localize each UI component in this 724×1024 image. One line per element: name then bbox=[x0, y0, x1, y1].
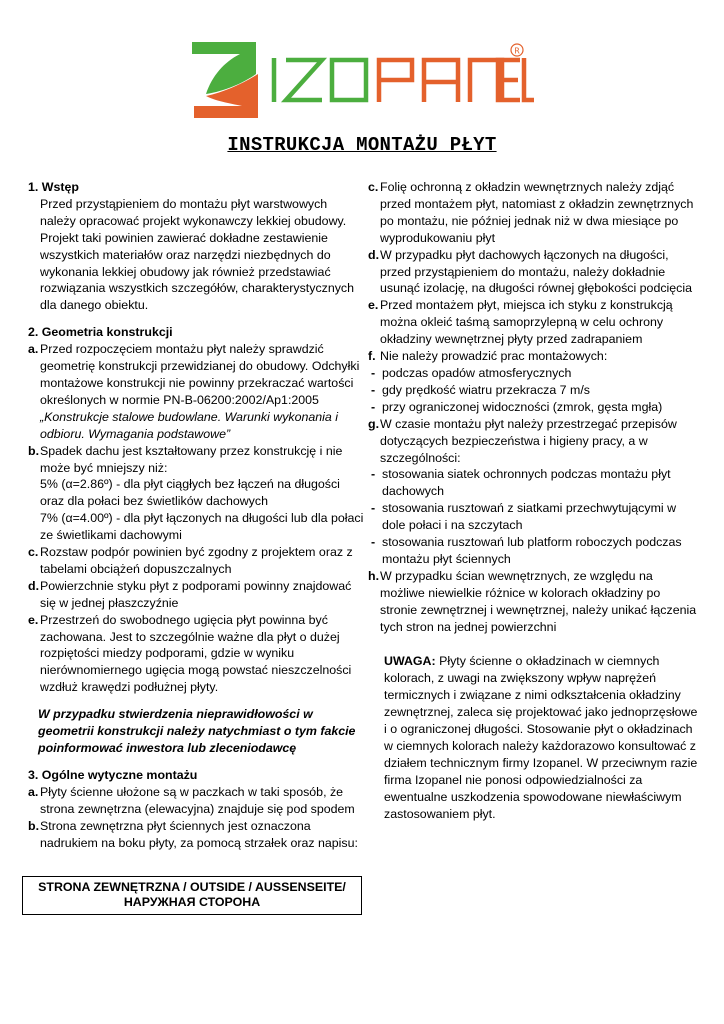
no-work-condition: - gdy prędkość wiatru przekracza 7 m/s bbox=[371, 382, 590, 397]
uwaga-text: Płyty ścienne o okładzinach w ciemnych kolorach, z uwagi na zwiększony wpływ naprężeń termicznych i związane z nimi odkształcenia okładziny zewnętrznej, zaleca się projektować jako jednoprzęsłowe i o ograniczonej długości. Stosowanie płyt o okładzinach w ciemnych kolorach należy każdorazowo konsultować z działem technicznym firmy Izopanel. W przeciwnym razie firma Izopanel nie ponosi odpowiedzialności za ewentualne uszkodzenia spowodowane niewłaściwym zastosowaniem płyt. bbox=[384, 654, 698, 821]
no-work-condition: - przy ograniczonej widoczności (zmrok, gęsta mgła) bbox=[371, 399, 663, 414]
left-column bbox=[28, 179, 364, 851]
section-3-item-f: f. Nie należy prowadzić prac montażowych: bbox=[368, 349, 608, 364]
section-3-item-b: b. Strona zewnętrzna płyt ściennych jest oznaczona nadrukiem na boku płyty, za pomocą strzałek oraz napisu: bbox=[28, 818, 358, 850]
section-3-item-e: e. Przed montażem płyt, miejsca ich styku z konstrukcją można okleić taśmą samoprzylepną w celu ochrony okładziny wewnętrznej płyty przed zadrapaniem bbox=[368, 298, 673, 347]
uwaga-note bbox=[368, 653, 700, 822]
section-1-heading: 1. Wstęp bbox=[28, 180, 79, 194]
section-2-item-c: c. Rozstaw podpór powinien być zgodny z projektem oraz z tabelami obciążeń dopuszczalnych bbox=[28, 545, 353, 576]
item-text: Powierzchnie styku płyt z podporami powinny znajdować się w jednej płaszczyźnie bbox=[40, 578, 352, 610]
section-2-item-e: e. Przestrzeń do swobodnego ugięcia płyt powinna być zachowana. Jest to szczególnie ważne dla płyt o dużej rozpiętości miedzy podporami, gdzie w wyniku nierównomiernego ugięcia mogą powstać nieszczelności wzdłuż krawędzi podłużnej płyty. bbox=[28, 612, 352, 695]
item-text: Przed rozpoczęciem montażu płyt należy sprawdzić geometrię konstrukcji przewidzianej do obudowy. Odchyłki montażowe konstrukcji nie powinny przekraczać wartości określonych w normie PN-B-06200:2002/Ap1:2005 bbox=[40, 342, 360, 407]
page-title: INSTRUKCJA MONTAŻU PŁYT bbox=[227, 134, 497, 156]
item-text: W przypadku płyt dachowych łączonych na długości, przed przystąpieniem do montażu, należy dokładnie usunąć izolację, na długości równej głębokości podcięcia bbox=[380, 247, 693, 296]
registered-mark: R bbox=[514, 46, 520, 56]
section-3-item-h: h. W przypadku ścian wewnętrznych, ze względu na możliwe niewielkie różnice w kolorach okładziny po stronie zewnętrznej i wewnętrznej, należy unikać łączenia tych stron na jednej powierzchni bbox=[368, 568, 697, 634]
right-column bbox=[368, 179, 700, 823]
safety-requirement: - stosowania siatek ochronnych podczas montażu płyt dachowych bbox=[371, 467, 671, 499]
safety-requirement: - stosowania rusztowań z siatkami przechwytującymi w dole połaci i na szczytach bbox=[371, 501, 677, 533]
outside-marking-line-2: НАРУЖНАЯ СТОРОНА bbox=[123, 895, 261, 909]
uwaga-label: UWAGA: bbox=[384, 654, 436, 669]
section-3-item-c: c. Folię ochronną z okładzin wewnętrznych należy zdjąć przed montażem płyt, natomiast z okładzin zewnętrznych po montażu, nie później jednak niż w dwa miesiące po wyprodukowaniu płyt bbox=[368, 180, 694, 245]
section-3-heading: 3. Ogólne wytyczne montażu bbox=[28, 767, 198, 782]
section-3-item-g: g. W czasie montażu płyt należy przestrzegać przepisów dotyczących bezpieczeństwa i higieny pracy, a w szczególności: bbox=[368, 416, 677, 465]
item-text: Nie należy prowadzić prac montażowych: bbox=[380, 349, 608, 364]
slope-5-percent: 5% (α=2.86º) - dla płyt ciągłych bez łączeń na długości oraz dla połaci bez świetlików dachowych bbox=[40, 477, 340, 509]
outside-marking-line-1: STRONA ZEWNĘTRZNA / OUTSIDE / AUSSENSEITE/ bbox=[38, 880, 346, 894]
section-2-item-a: a. Przed rozpoczęciem montażu płyt należy sprawdzić geometrię konstrukcji przewidzianej do obudowy. Odchyłki montażowe konstrukcji nie powinny przekraczać wartości określonych w normie PN-B-06200:2002/Ap1:2005 „Konstrukcje stalowe budowlane. Warunki wykonania i odbioru. Wymagania podstawowe” bbox=[28, 342, 360, 441]
no-work-condition: - podczas opadów atmosferycznych bbox=[371, 365, 572, 380]
item-text: Strona zewnętrzna płyt ściennych jest oznaczona nadrukiem na boku płyty, za pomocą strzałek oraz napisu: bbox=[40, 818, 358, 850]
slope-7-percent: 7% (α=4.00º) - dla płyt łączonych na długości lub dla połaci ze świetlikami dachowymi bbox=[40, 511, 364, 543]
item-text: Rozstaw podpór powinien być zgodny z projektem oraz z tabelami obciążeń dopuszczalnych bbox=[40, 545, 353, 576]
section-3-item-d: d. W przypadku płyt dachowych łączonych na długości, przed przystąpieniem do montażu, należy dokładnie usunąć izolację, na długości równej głębokości podcięcia bbox=[368, 247, 693, 296]
item-text: W przypadku ścian wewnętrznych, ze względu na możliwe niewielkie różnice w kolorach okładziny po stronie zewnętrznej i wewnętrznej, należy unikać łączenia tych stron na jednej powierzchni bbox=[380, 568, 697, 634]
leaf-logo-icon bbox=[184, 34, 534, 124]
izopanel-logo bbox=[184, 34, 534, 124]
item-text: W czasie montażu płyt należy przestrzegać przepisów dotyczących bezpieczeństwa i higieny pracy, a w szczególności: bbox=[380, 416, 677, 465]
item-text: Płyty ścienne ułożone są w paczkach w taki sposób, że strona zewnętrzna (elewacyjna) znajduje się pod spodem bbox=[40, 784, 355, 816]
section-2-item-b: b. Spadek dachu jest kształtowany przez konstrukcję i nie może być mniejszy niż: 5% (α=2.86º) - dla płyt ciągłych bez łączeń na długości oraz dla połaci bez świetlików dachowych 7% (α=4.00º) - dla płyt łączonych na długości lub dla połaci ze świetlikami dachowymi bbox=[28, 443, 364, 543]
section-2-item-d: d. Powierzchnie styku płyt z podporami powinny znajdować się w jednej płaszczyźnie bbox=[28, 578, 352, 610]
safety-requirement: - stosowania rusztowań lub platform roboczych podczas montażu płyt ściennych bbox=[371, 535, 682, 566]
item-text: Przed montażem płyt, miejsca ich styku z konstrukcją można okleić taśmą samoprzylepną w celu ochrony okładziny wewnętrznej płyty przed zadrapaniem bbox=[380, 298, 673, 347]
geometry-warning-note: W przypadku stwierdzenia nieprawidłowości w geometrii konstrukcji należy natychmiast o tym fakcie poinformować inwestora lub zleceniodawcę bbox=[38, 707, 356, 755]
norm-title: „Konstrukcje stalowe budowlane. Warunki wykonania i odbioru. Wymagania podstawowe” bbox=[40, 409, 338, 441]
outside-marking-box bbox=[22, 876, 362, 915]
section-3-item-a: a. Płyty ścienne ułożone są w paczkach w taki sposób, że strona zewnętrzna (elewacyjna) znajduje się pod spodem bbox=[28, 784, 355, 816]
item-text: Przestrzeń do swobodnego ugięcia płyt powinna być zachowana. Jest to szczególnie ważne dla płyt o dużej rozpiętości miedzy podporami, gdzie w wyniku nierównomiernego ugięcia mogą powstać nieszczelności wzdłuż krawędzi podłużnej płyty. bbox=[40, 612, 352, 695]
item-text: Folię ochronną z okładzin wewnętrznych należy zdjąć przed montażem płyt, natomiast z okładzin zewnętrznych po montażu, nie później jednak niż w dwa miesiące po wyprodukowaniu płyt bbox=[380, 180, 694, 245]
item-text: Spadek dachu jest kształtowany przez konstrukcję i nie może być mniejszy niż: bbox=[40, 443, 343, 475]
section-2-heading: 2. Geometria konstrukcji bbox=[28, 325, 173, 340]
section-1-text: Przed przystąpieniem do montażu płyt warstwowych należy opracować projekt wykonawczy lekkiej obudowy. Projekt taki powinien zawierać dokładne zestawienie wszystkich materiałów oraz narzędzi niezbędnych do wykonania lekkiej obudowy jak również przedstawiać rozwiązania wszystkich szczegółów, charakterystycznych dla danego obiektu. bbox=[40, 196, 355, 313]
